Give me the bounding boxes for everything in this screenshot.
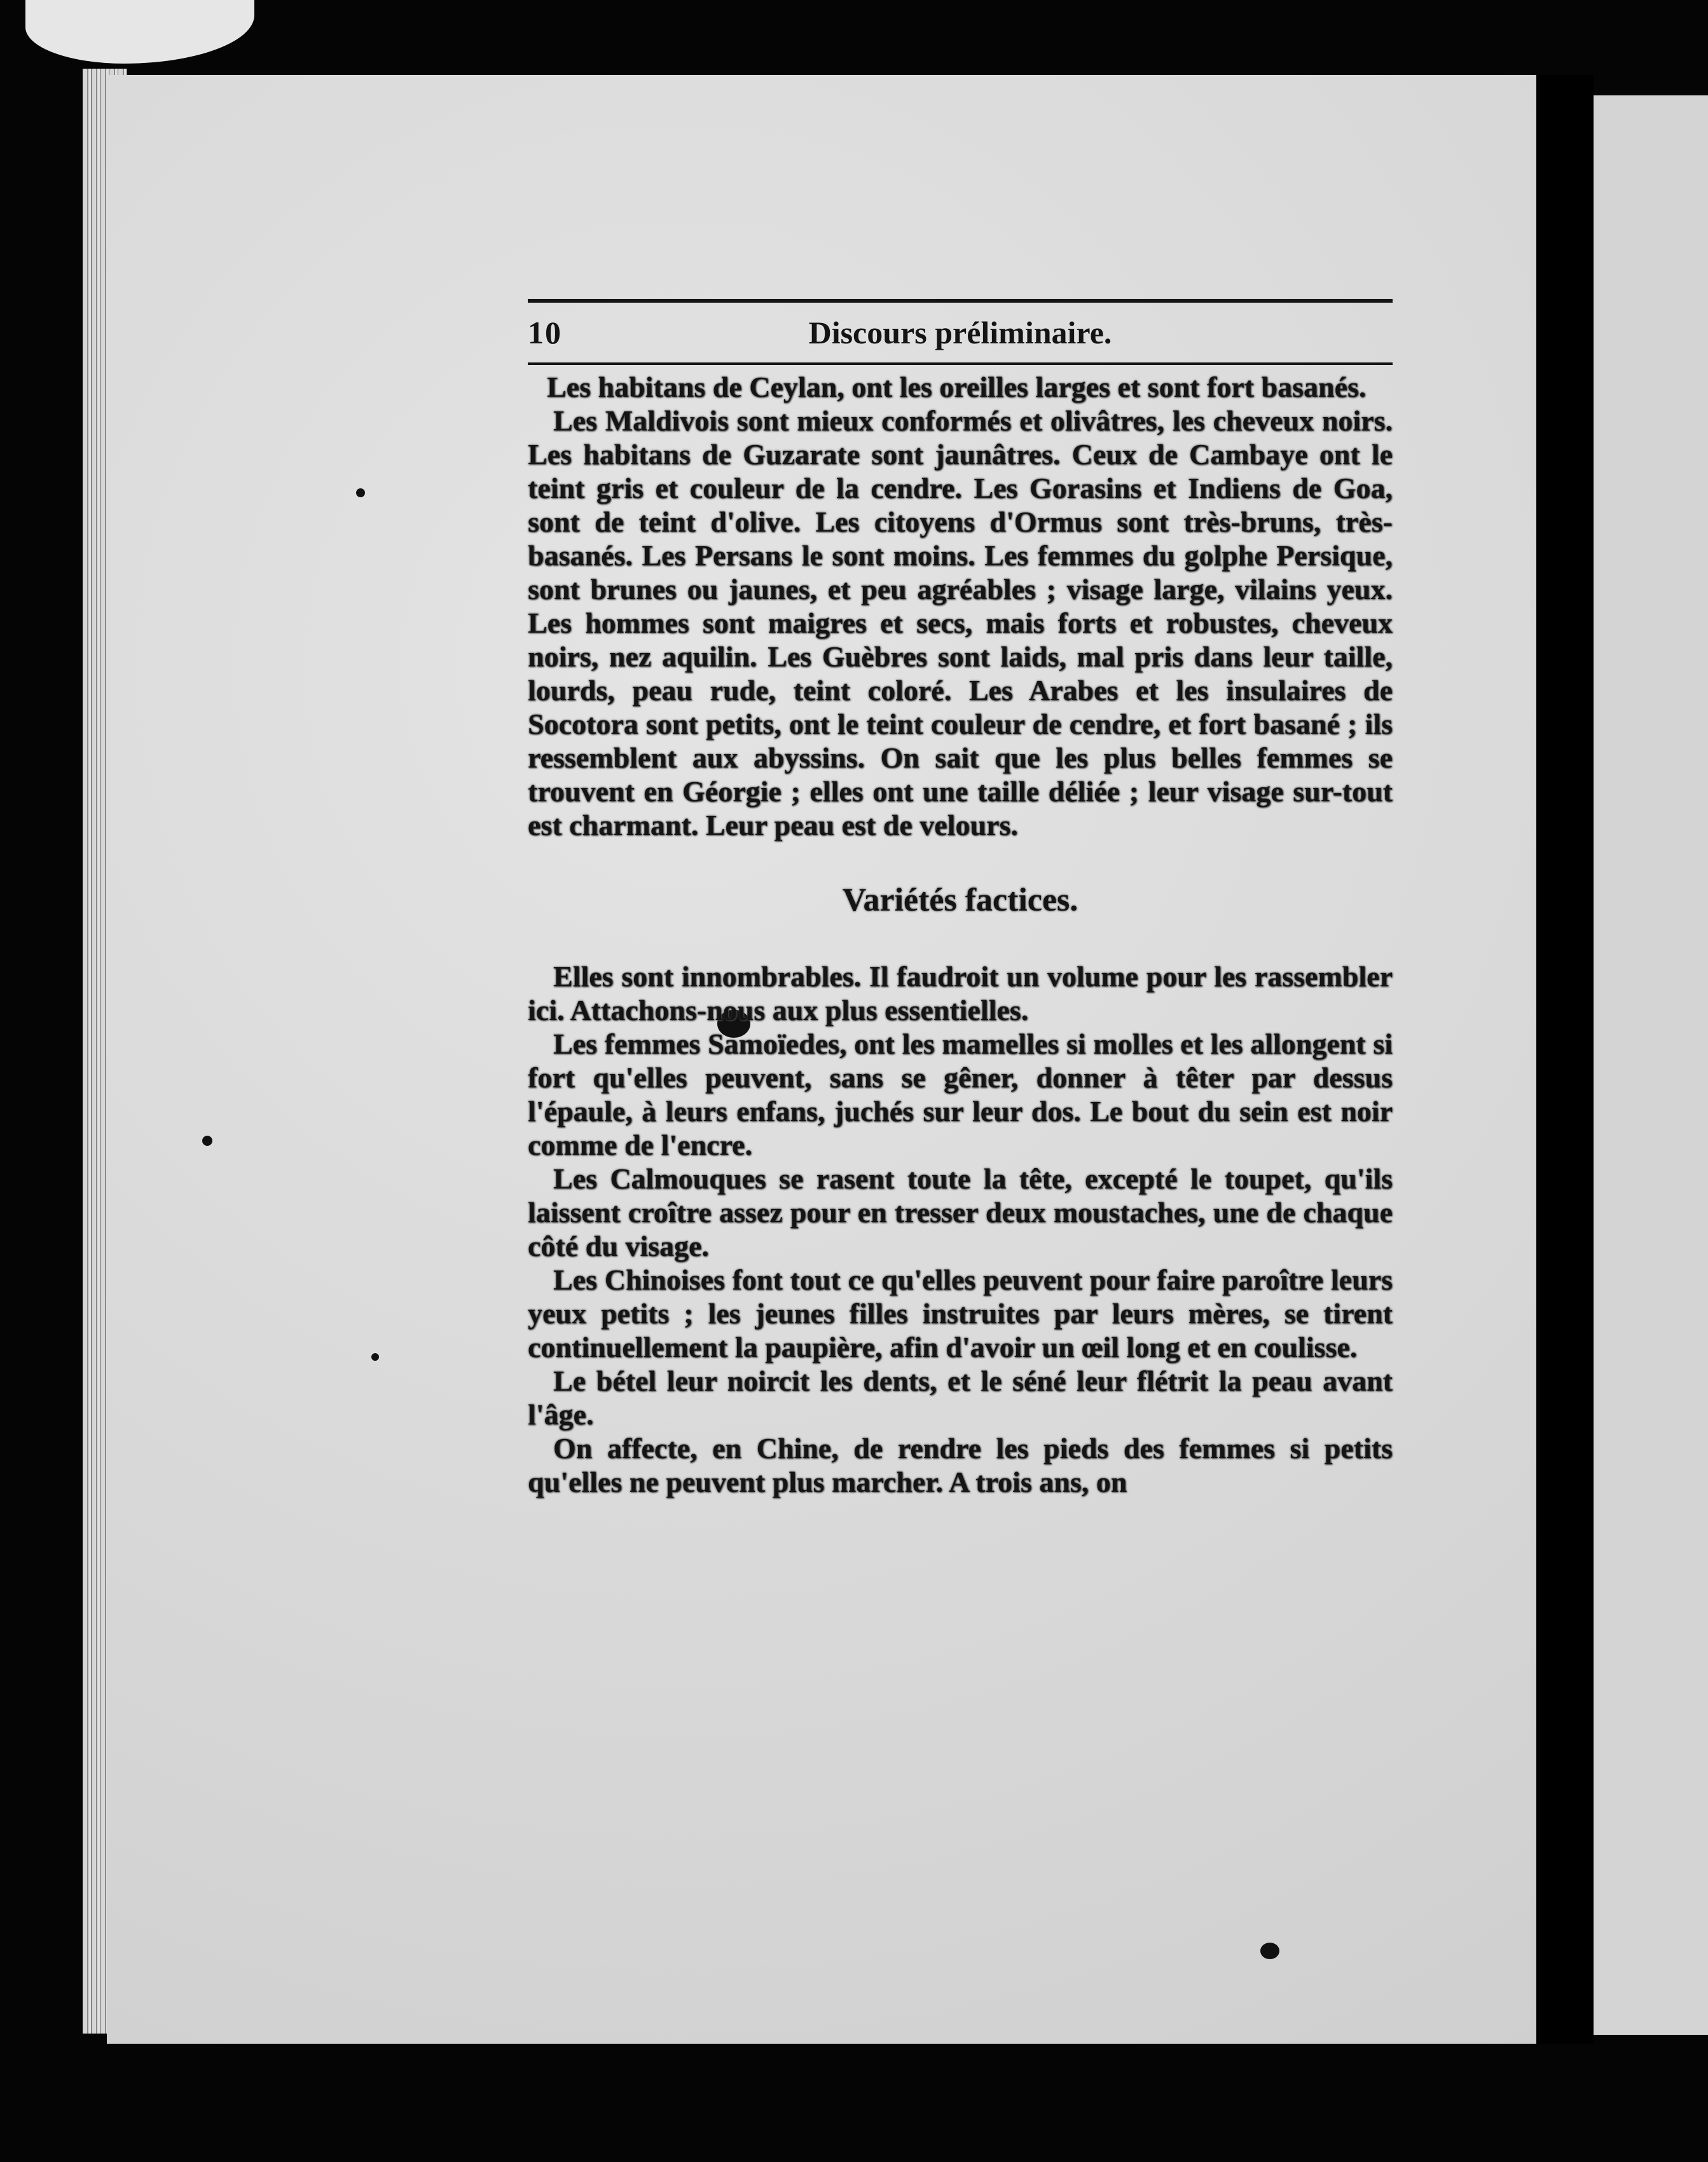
paragraph: Les Maldivois sont mieux conformés et olivâtres, les cheveux noirs. Les habitans de Guzarate sont jaunâtres. Ceux de Cambaye ont le teint gris et couleur de la cendre. Les Gorasins et Indiens de Goa, sont de teint d'olive. Les citoyens d'Ormus sont très-bruns, très-basanés. Les Persans le sont moins. Les femmes du golphe Persique, sont brunes ou jaunes, et peu agréables ; visage large, vilains yeux. Les hommes sont maigres et secs, mais forts et robustes, cheveux noirs, nez aquilin. Les Guèbres sont laids, mal pris dans leur taille, lourds, peau rude, teint coloré. Les Arabes et les insulaires de Socotora sont petits, ont le teint couleur de cendre, et fort basané ; ils ressemblent aux abyssins. On sait que les plus belles femmes se trouvent en Géorgie ; elles ont une taille déliée ; leur visage sur-tout est charmant. Leur peau est de velours. (528, 404, 1393, 841)
running-title: Discours préliminaire. (808, 315, 1112, 350)
head-rule (528, 362, 1393, 365)
facing-page-edge (1594, 95, 1708, 2035)
paragraph: Les habitans de Ceylan, ont les oreilles larges et sont fort basanés. (547, 371, 1367, 403)
paragraph: Les Chinoises font tout ce qu'elles peuvent pour faire paroître leurs yeux petits ; les jeunes filles instruites par leurs mères, se tirent continuellement la paupière, afin d'avoir un œil long et en coulisse. (528, 1263, 1393, 1363)
paragraph: Les femmes Samoïedes, ont les mamelles si molles et les allongent si fort qu'elles peuvent, sans se gêner, donner à têter par dessus l'épaule, à leurs enfans, juchés sur leur dos. Le bout du sein est noir comme de l'encre. (528, 1028, 1393, 1161)
section-heading: Variétés factices. (842, 882, 1078, 918)
page-number: 10 (528, 315, 562, 350)
ink-speck (371, 1353, 379, 1361)
ink-speck (1260, 1943, 1279, 1959)
gutter-shadow (1536, 75, 1594, 2044)
paragraph: Les Calmouques se rasent toute la tête, excepté le toupet, qu'ils laissent croître assez pour en tresser deux moustaches, une de chaque côté du visage. (528, 1162, 1393, 1262)
paragraph: Le bétel leur noircit les dents, et le séné leur flétrit la peau avant l'âge. (528, 1365, 1393, 1431)
torn-page-corner (25, 0, 254, 64)
page-text (528, 299, 1393, 1499)
ink-speck (356, 488, 365, 497)
paragraph: Elles sont innombrables. Il faudroit un volume pour les rassembler ici. Attachons-nous aux plus essentielles. (528, 960, 1393, 1026)
ink-speck (202, 1136, 212, 1146)
paragraph: On affecte, en Chine, de rendre les pieds des femmes si petits qu'elles ne peuvent plus marcher. A trois ans, on (528, 1432, 1393, 1498)
running-head (528, 303, 1393, 362)
